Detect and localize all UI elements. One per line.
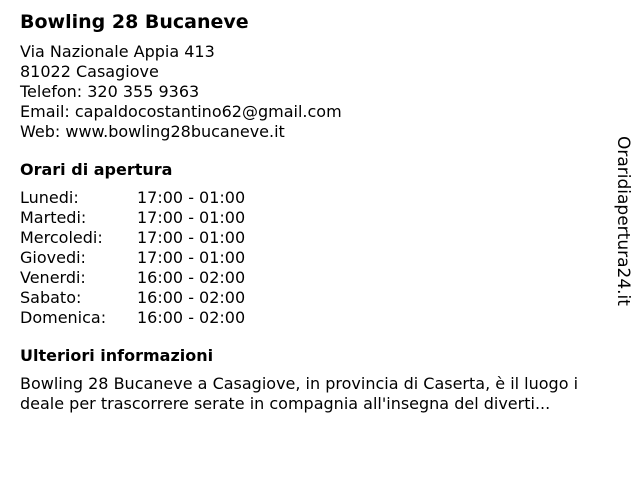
- site-brand-label: Oraridiapertura24.it: [613, 136, 633, 306]
- hours-row-venerdi: [20, 268, 620, 288]
- hours-time-value: 17:00 - 01:00: [137, 248, 246, 267]
- web-line: Web: www.bowling28bucaneve.it: [20, 122, 285, 141]
- info-section-title: Ulteriori informazioni: [20, 346, 214, 365]
- email-line: Email: capaldocostantino62@gmail.com: [20, 102, 342, 121]
- hours-time-value: 16:00 - 02:00: [137, 268, 246, 287]
- business-name: Bowling 28 Bucaneve: [20, 11, 249, 33]
- hours-day-label: Lunedi:: [20, 188, 79, 207]
- hours-day-label: Sabato:: [20, 288, 82, 307]
- address-city: 81022 Casagiove: [20, 62, 159, 81]
- opening-hours-table: [20, 188, 620, 328]
- hours-day-label: Mercoledi:: [20, 228, 103, 247]
- hours-time-value: 17:00 - 01:00: [137, 208, 246, 227]
- hours-row-sabato: [20, 288, 620, 308]
- hours-time-value: 16:00 - 02:00: [137, 308, 246, 327]
- business-card: [20, 10, 620, 414]
- hours-day-label: Domenica:: [20, 308, 107, 327]
- hours-day-label: Martedi:: [20, 208, 87, 227]
- address-street: Via Nazionale Appia 413: [20, 42, 215, 61]
- info-text-line-2: deale per trascorrere serate in compagnia all'insegna del diverti...: [20, 394, 551, 413]
- info-description: [20, 374, 620, 414]
- phone-line: Telefon: 320 355 9363: [20, 82, 200, 101]
- hours-section-title: Orari di apertura: [20, 160, 173, 179]
- hours-row-martedi: [20, 208, 620, 228]
- hours-row-domenica: [20, 308, 620, 328]
- hours-time-value: 16:00 - 02:00: [137, 288, 246, 307]
- hours-time-value: 17:00 - 01:00: [137, 188, 246, 207]
- business-address-block: [20, 42, 620, 142]
- hours-row-giovedi: [20, 248, 620, 268]
- hours-day-label: Venerdi:: [20, 268, 86, 287]
- hours-time-value: 17:00 - 01:00: [137, 228, 246, 247]
- hours-row-lunedi: [20, 188, 620, 208]
- hours-row-mercoledi: [20, 228, 620, 248]
- hours-day-label: Giovedi:: [20, 248, 86, 267]
- info-text-line-1: Bowling 28 Bucaneve a Casagiove, in provincia di Caserta, è il luogo i: [20, 374, 579, 393]
